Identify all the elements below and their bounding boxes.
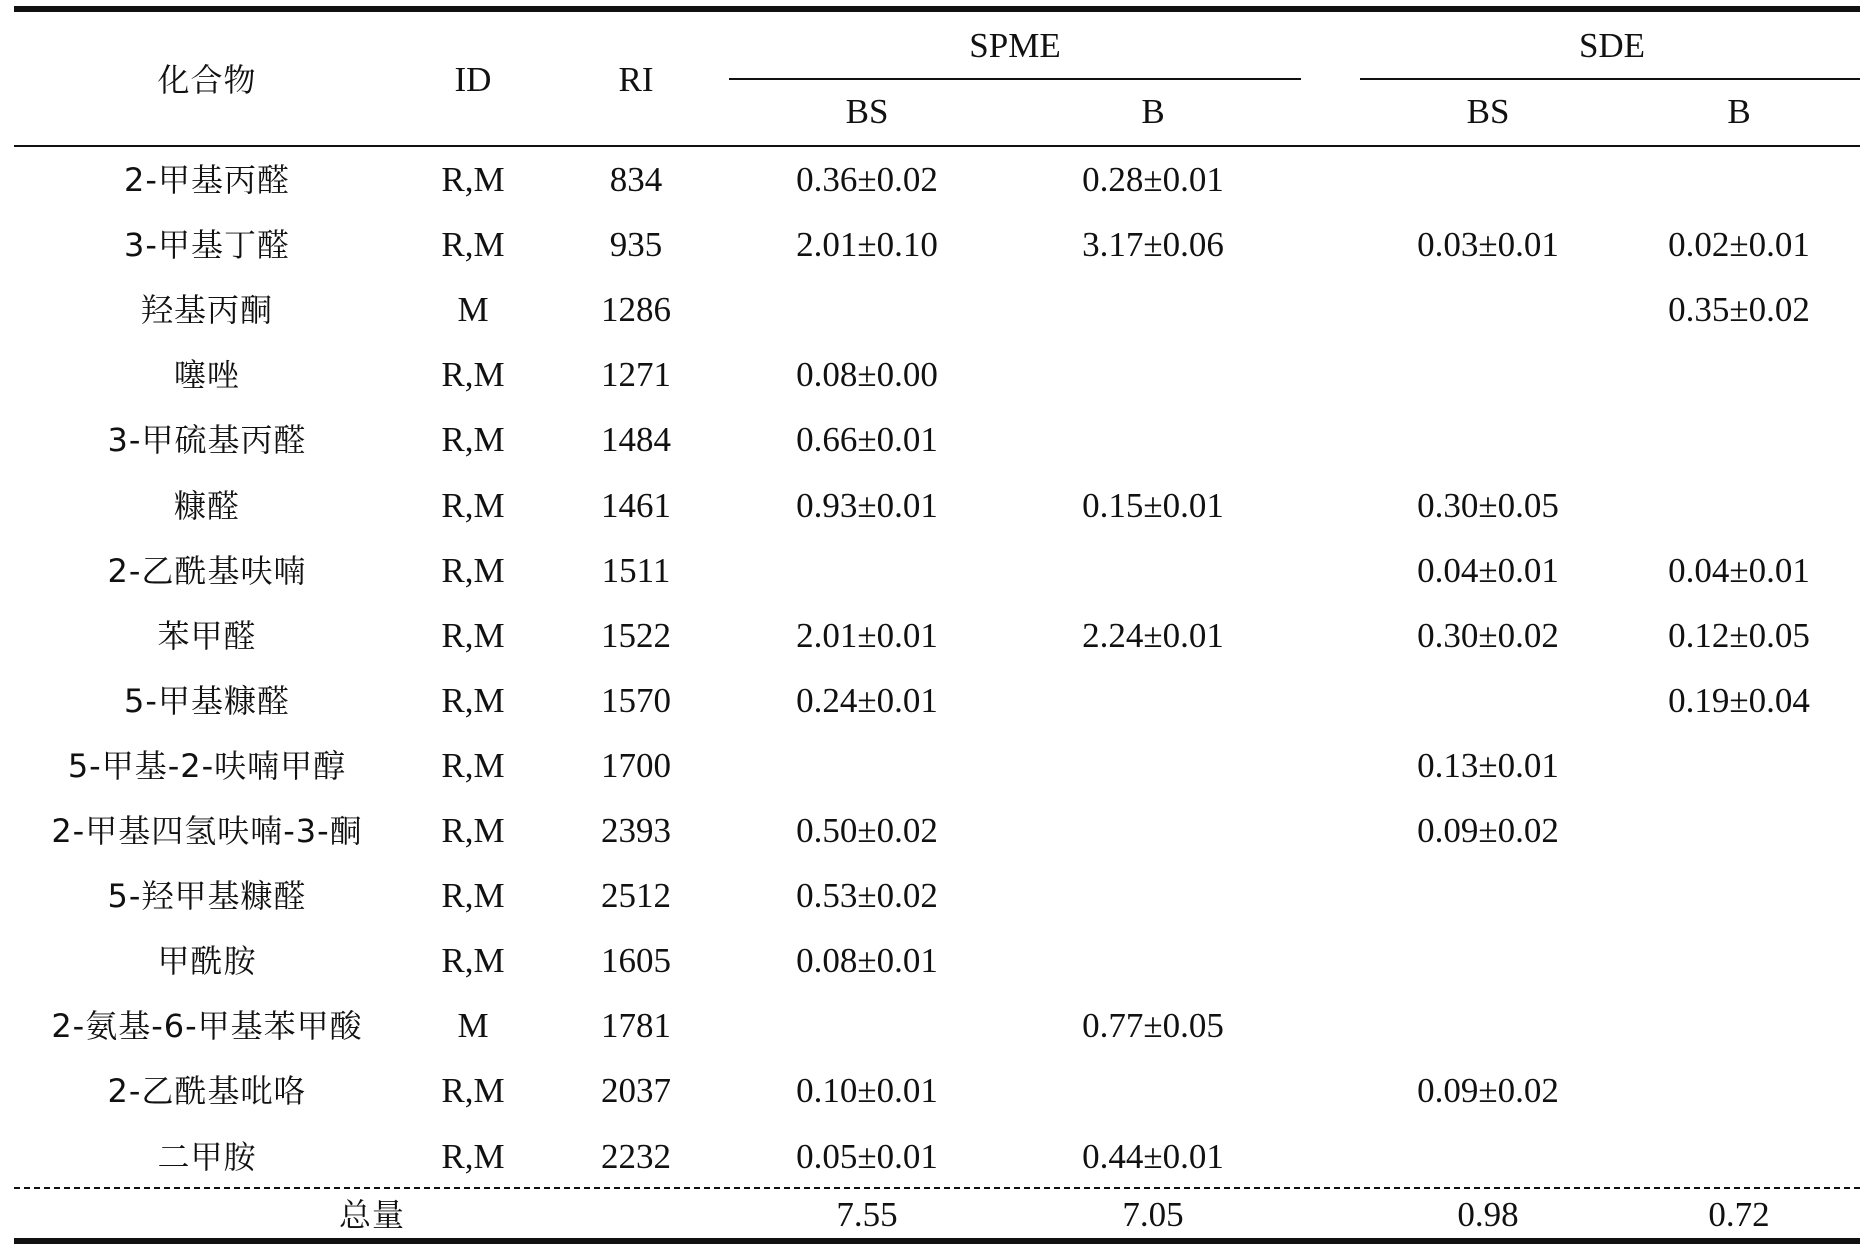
table-bottom-rule: [14, 1238, 1860, 1244]
cell-sde-bs: 0.13±0.01: [1417, 745, 1559, 785]
cell-ri: 1271: [601, 355, 671, 395]
cell-compound: 2-氨基-6-甲基苯甲酸: [51, 1007, 363, 1046]
cell-compound: 2-乙酰基吡咯: [107, 1072, 307, 1111]
header-id: ID: [454, 60, 492, 99]
header-spme: SPME: [969, 26, 1061, 65]
cell-id: R,M: [441, 160, 505, 199]
cell-ri: 1511: [601, 550, 671, 590]
header-spme-b: B: [1141, 92, 1165, 131]
cell-ri: 2232: [601, 1136, 671, 1176]
cell-spme-bs: 0.10±0.01: [796, 1071, 938, 1111]
cell-id: R,M: [441, 550, 505, 590]
total-spme-bs: 7.55: [836, 1195, 898, 1234]
header-sde: SDE: [1578, 26, 1646, 65]
cell-compound: 噻唑: [173, 356, 241, 395]
cell-id: M: [457, 1006, 489, 1046]
cell-ri: 1781: [601, 1006, 671, 1046]
cell-spme-b: 3.17±0.06: [1082, 225, 1224, 265]
cell-compound: 2-甲基四氢呋喃-3-酮: [51, 812, 363, 850]
cell-id: R,M: [441, 355, 505, 395]
sde-group-rule: [1360, 78, 1860, 80]
cell-ri: 1286: [601, 290, 671, 330]
cell-sde-bs: 0.09±0.02: [1417, 811, 1559, 850]
cell-compound: 甲酰胺: [157, 942, 257, 981]
cell-spme-bs: 0.08±0.00: [796, 355, 938, 395]
total-label: 总量: [338, 1196, 406, 1234]
cell-sde-b: 0.35±0.02: [1668, 290, 1810, 330]
cell-spme-bs: 0.36±0.02: [796, 160, 938, 199]
total-sde-b: 0.72: [1708, 1195, 1770, 1234]
total-sde-bs: 0.98: [1457, 1195, 1519, 1234]
cell-sde-b: 0.12±0.05: [1668, 615, 1810, 655]
cell-compound: 5-甲基-2-呋喃甲醇: [67, 746, 347, 785]
cell-sde-b: 0.02±0.01: [1668, 225, 1810, 265]
cell-spme-bs: 0.93±0.01: [796, 485, 938, 525]
cell-spme-bs: 0.50±0.02: [796, 811, 938, 850]
cell-spme-b: 0.77±0.05: [1082, 1006, 1224, 1046]
cell-id: R,M: [441, 811, 505, 850]
cell-sde-b: 0.04±0.01: [1668, 550, 1810, 590]
cell-ri: 1461: [601, 485, 671, 525]
cell-spme-bs: 2.01±0.01: [796, 615, 938, 655]
cell-spme-b: 0.44±0.01: [1082, 1136, 1224, 1176]
header-sde-b: B: [1727, 92, 1751, 131]
cell-compound: 5-甲基糠醛: [124, 681, 290, 720]
header-spme-bs: BS: [845, 92, 889, 131]
cell-spme-bs: 0.05±0.01: [796, 1136, 938, 1176]
cell-ri: 1570: [601, 680, 671, 720]
header-compound: 化合物: [157, 61, 257, 99]
cell-compound: 2-甲基丙醛: [124, 161, 290, 199]
cell-id: R,M: [441, 745, 505, 785]
cell-ri: 1605: [601, 941, 671, 981]
cell-ri: 935: [609, 225, 663, 265]
spme-group-rule: [729, 78, 1301, 80]
cell-id: R,M: [441, 876, 505, 916]
table-top-rule: [14, 6, 1860, 12]
total-spme-b: 7.05: [1122, 1195, 1184, 1234]
cell-spme-b: 0.15±0.01: [1082, 485, 1224, 525]
cell-id: R,M: [441, 1071, 505, 1111]
cell-spme-b: 2.24±0.01: [1082, 615, 1224, 655]
cell-spme-b: 0.28±0.01: [1082, 160, 1224, 199]
cell-id: M: [457, 290, 489, 330]
cell-compound: 5-羟甲基糠醛: [107, 877, 307, 916]
cell-sde-b: 0.19±0.04: [1668, 680, 1810, 720]
cell-sde-bs: 0.03±0.01: [1417, 225, 1559, 265]
cell-ri: 2393: [601, 811, 671, 850]
cell-id: R,M: [441, 420, 505, 460]
cell-spme-bs: 0.08±0.01: [796, 941, 938, 981]
cell-ri: 1522: [601, 615, 671, 655]
cell-spme-bs: 2.01±0.10: [796, 225, 938, 265]
cell-compound: 羟基丙酮: [140, 291, 274, 330]
cell-id: R,M: [441, 225, 505, 265]
cell-id: R,M: [441, 1136, 505, 1176]
cell-spme-bs: 0.24±0.01: [796, 680, 938, 720]
cell-sde-bs: 0.09±0.02: [1417, 1071, 1559, 1111]
cell-compound: 3-甲硫基丙醛: [107, 421, 307, 460]
cell-ri: 1700: [601, 745, 671, 785]
cell-spme-bs: 0.53±0.02: [796, 876, 938, 916]
cell-id: R,M: [441, 615, 505, 655]
header-sde-bs: BS: [1466, 92, 1510, 131]
cell-compound: 3-甲基丁醛: [124, 226, 290, 265]
cell-ri: 834: [609, 160, 663, 199]
cell-ri: 2512: [601, 876, 671, 916]
cell-spme-bs: 0.66±0.01: [796, 420, 938, 460]
cell-compound: 糠醛: [173, 486, 241, 525]
header-ri: RI: [618, 60, 654, 99]
table-header-rule: [14, 145, 1860, 147]
cell-id: R,M: [441, 941, 505, 981]
cell-compound: 2-乙酰基呋喃: [107, 551, 307, 590]
cell-id: R,M: [441, 680, 505, 720]
cell-compound: 苯甲醛: [157, 616, 257, 655]
cell-ri: 2037: [601, 1071, 671, 1111]
cell-sde-bs: 0.04±0.01: [1417, 550, 1559, 590]
cell-id: R,M: [441, 485, 505, 525]
cell-sde-bs: 0.30±0.05: [1417, 485, 1559, 525]
cell-ri: 1484: [601, 420, 671, 460]
cell-sde-bs: 0.30±0.02: [1417, 615, 1559, 655]
table-total-separator: [14, 1187, 1860, 1189]
cell-compound: 二甲胺: [157, 1137, 257, 1176]
